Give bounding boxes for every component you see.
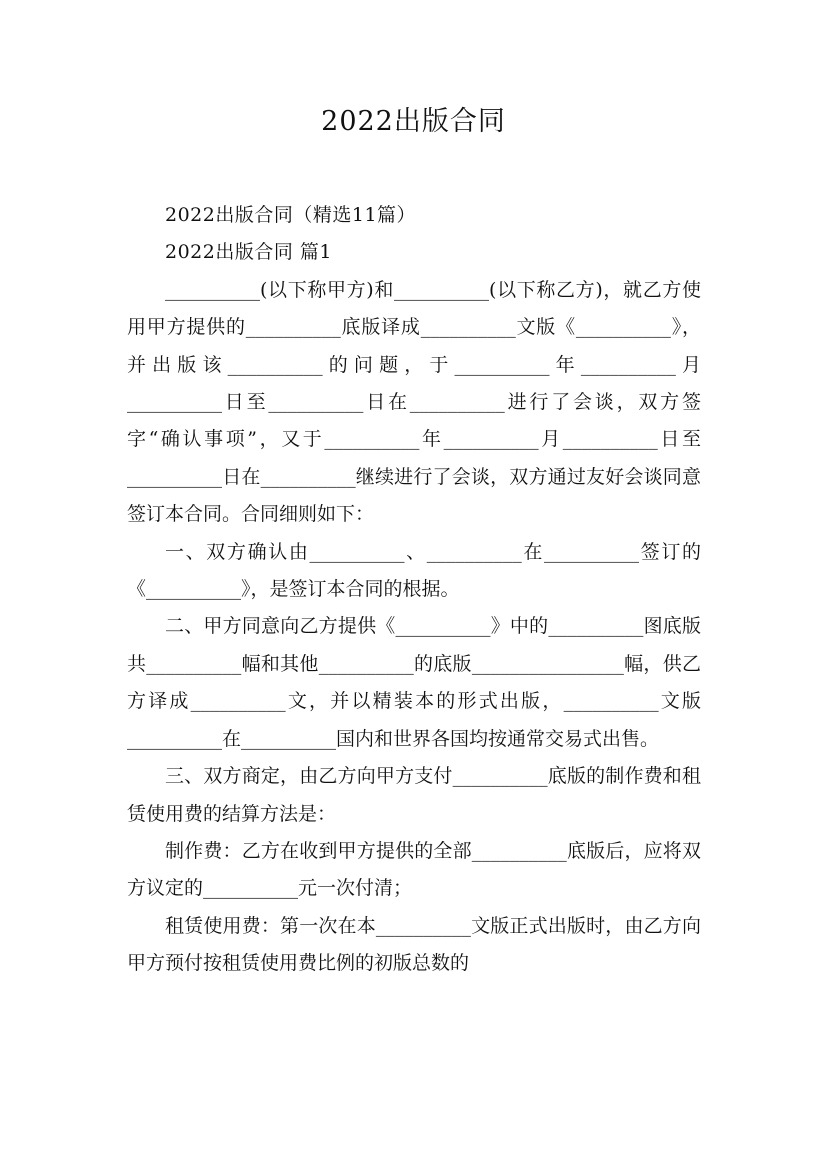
paragraph-clause-3: 三、双方商定，由乙方向甲方支付__________底版的制作费和租赁使用费的结算方法是： xyxy=(127,765,701,825)
section-heading: 2022出版合同 篇1 xyxy=(165,241,332,264)
subtitle-line: 2022出版合同（精选11篇） xyxy=(165,204,417,226)
document-title: 2022出版合同 xyxy=(321,106,506,137)
document-body xyxy=(127,197,701,983)
paragraph-clause-1: 一、双方确认由__________、__________在__________签订的《__________》，是签订本合同的根据。 xyxy=(127,540,701,601)
paragraph-rental-fee: 租赁使用费：第一次在本__________文版正式出版时，由乙方向甲方预付按租赁使用费比例的初版总数的 xyxy=(127,914,701,975)
paragraph-intro: __________(以下称甲方)和__________(以下称乙方)，就乙方使用甲方提供的__________底版译成__________文版《__________》，并出版该__________的问题，于__________年__________月__________日至__________日在__________进行了会谈，双方签字“确认事项”，又于__________年__________月__________日至__________日在__________继续进行了会谈，双方通过友好会谈同意签订本合同。合同细则如下： xyxy=(127,278,701,526)
paragraph-clause-2: 二、甲方同意向乙方提供《__________》中的__________图底版共__________幅和其他__________的底版________________幅，供乙方译成__________文，并以精装本的形式出版，__________文版__________在__________国内和世界各国均按通常交易式出售。 xyxy=(127,615,701,750)
paragraph-production-fee: 制作费：乙方在收到甲方提供的全部__________底版后，应将双方议定的__________元一次付清； xyxy=(127,839,701,900)
